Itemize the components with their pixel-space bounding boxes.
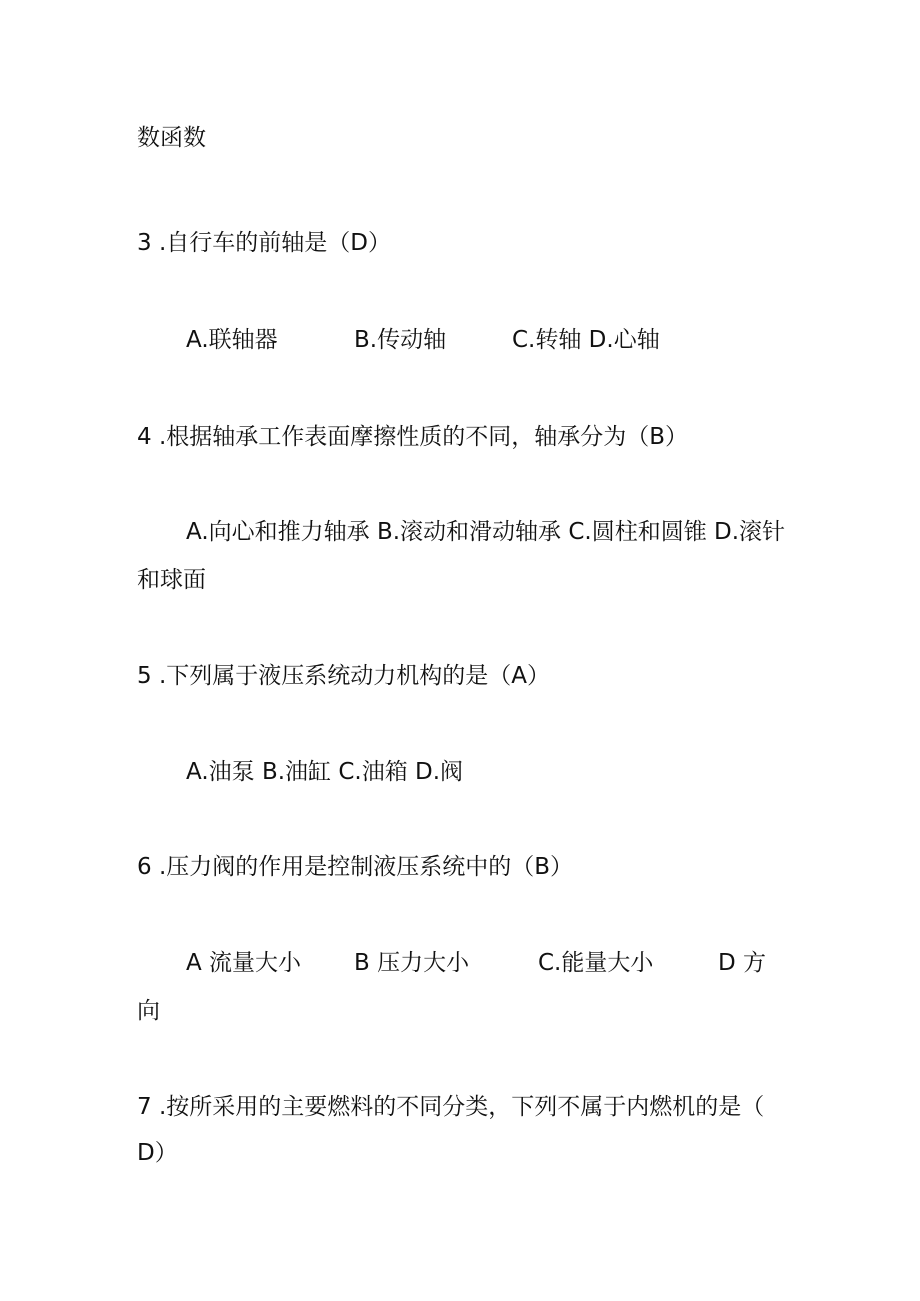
question-4-stem: 4 .根据轴承工作表面摩擦性质的不同，轴承分为（B） [137,424,689,450]
question-6-option-a: A 流量大小 [186,950,302,976]
fragment-text: 数函数 [137,125,206,151]
question-7-stem-line1: 7 .按所采用的主要燃料的不同分类，下列不属于内燃机的是（ [137,1094,765,1120]
question-5-stem: 5 .下列属于液压系统动力机构的是（A） [137,663,550,689]
question-6-stem: 6 .压力阀的作用是控制液压系统中的（B） [137,854,574,880]
question-3-option-cd: C.转轴 D.心轴 [512,327,660,353]
question-5-options: A.油泵 B.油缸 C.油箱 D.阀 [186,759,464,785]
question-3-stem: 3 .自行车的前轴是（D） [137,230,391,256]
question-3-option-a: A.联轴器 [186,327,278,353]
question-6-option-b: B 压力大小 [354,950,470,976]
question-4-options-line1: A.向心和推力轴承 B.滚动和滑动轴承 C.圆柱和圆锥 D.滚针 [186,519,786,545]
question-4-options-line2: 和球面 [137,567,206,593]
question-6-options-line2: 向 [137,998,160,1024]
question-3-options [186,327,660,353]
question-6-options [186,950,766,976]
question-6-option-d: D 方 [718,950,767,976]
question-6-option-c: C.能量大小 [538,950,654,976]
question-7-stem-line2: D） [137,1140,178,1166]
question-3-option-b: B.传动轴 [354,327,447,353]
